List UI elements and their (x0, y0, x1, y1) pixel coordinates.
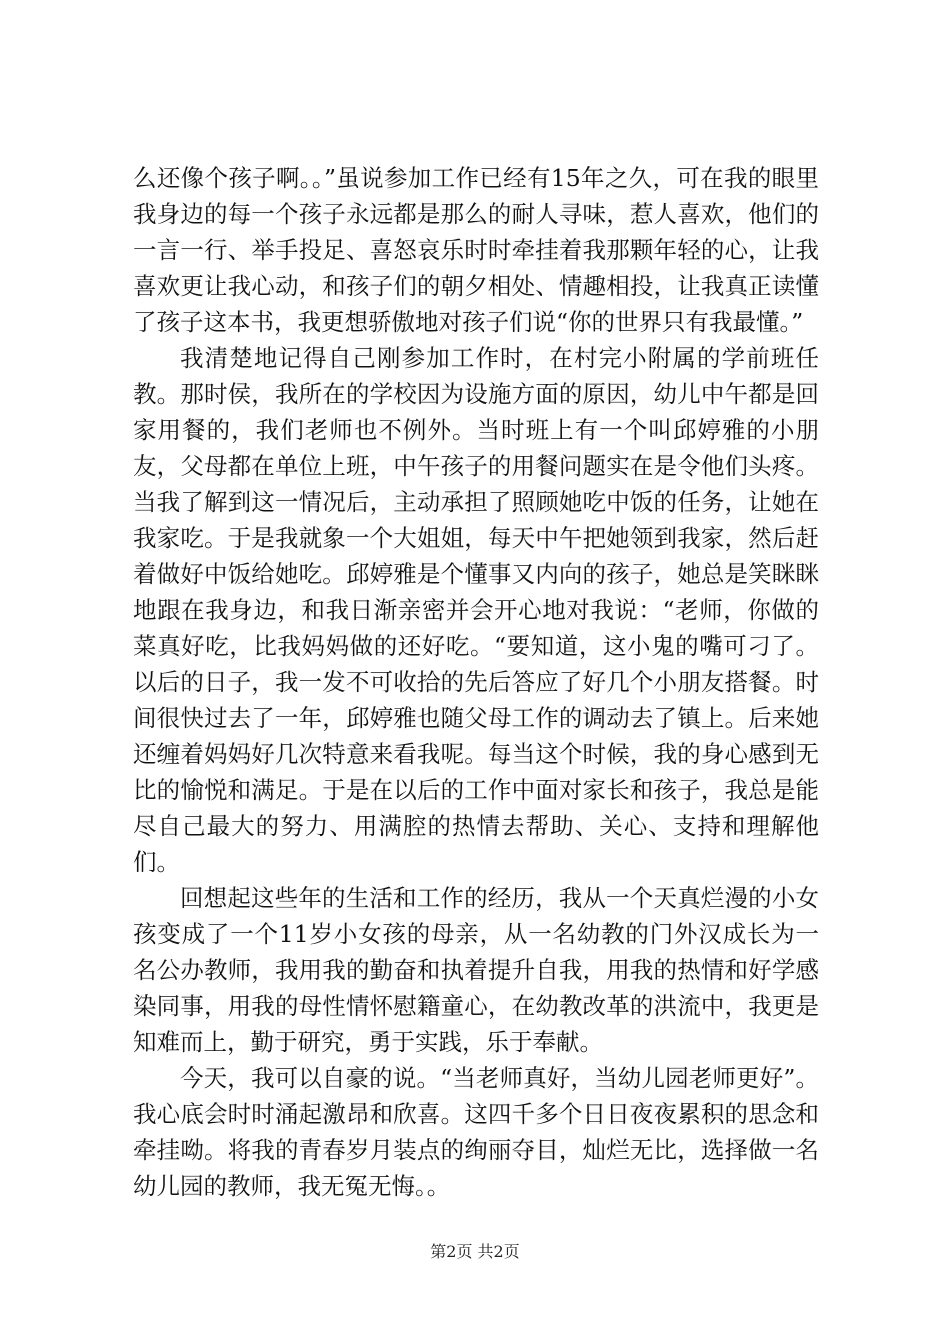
page-number-footer: 第2页 共2页 (430, 1242, 520, 1261)
paragraph-3: 回想起这些年的生活和工作的经历，我从一个天真烂漫的小女孩变成了一个11岁小女孩的母亲，从一名幼教的门外汉成长为一名公办教师，我用我的勤奋和执着提升自我，用我的热情和好学感染同事，用我的母性情怀慰籍童心，在幼教改革的洪流中，我更是知难而上，勤于研究，勇于实践，乐于奉献。 (133, 884, 819, 1056)
paragraph-2: 我清楚地记得自己刚参加工作时，在村完小附属的学前班任教。那时侯，我所在的学校因为设施方面的原因，幼儿中午都是回家用餐的，我们老师也不例外。当时班上有一个叫邱婷雅的小朋友，父母都在单位上班，中午孩子的用餐问题实在是令他们头疼。当我了解到这一情况后，主动承担了照顾她吃中饭的任务，让她在我家吃。于是我就象一个大姐姐，每天中午把她领到我家，然后赶着做好中饭给她吃。邱婷雅是个懂事又内向的孩子，她总是笑眯眯地跟在我身边，和我日渐亲密并会开心地对我说：“老师，你做的菜真好吃，比我妈妈做的还好吃。“要知道，这小鬼的嘴可刁了。以后的日子，我一发不可收拾的先后答应了好几个小朋友搭餐。时间很快过去了一年，邱婷雅也随父母工作的调动去了镇上。后来她还缠着妈妈好几次特意来看我呢。每当这个时候，我的身心感到无比的愉悦和满足。于是在以后的工作中面对家长和孩子，我总是能尽自己最大的努力、用满腔的热情去帮助、关心、支持和理解他们。 (133, 344, 819, 876)
document-body (133, 160, 819, 1204)
paragraph-1: 么还像个孩子啊。。”虽说参加工作已经有15年之久，可在我的眼里我身边的每一个孩子永远都是那么的耐人寻味，惹人喜欢，他们的一言一行、举手投足、喜怒哀乐时时牵挂着我那颗年轻的心，让我喜欢更让我心动，和孩子们的朝夕相处、情趣相投，让我真正读懂了孩子这本书，我更想骄傲地对孩子们说“你的世界只有我最懂。” (133, 164, 819, 336)
paragraph-4: 今天，我可以自豪的说。“当老师真好，当幼儿园老师更好”。我心底会时时涌起激昂和欣喜。这四千多个日日夜夜累积的思念和牵挂呦。将我的青春岁月装点的绚丽夺目，灿烂无比，选择做一名幼儿园的教师，我无冤无悔。。 (133, 1064, 819, 1200)
